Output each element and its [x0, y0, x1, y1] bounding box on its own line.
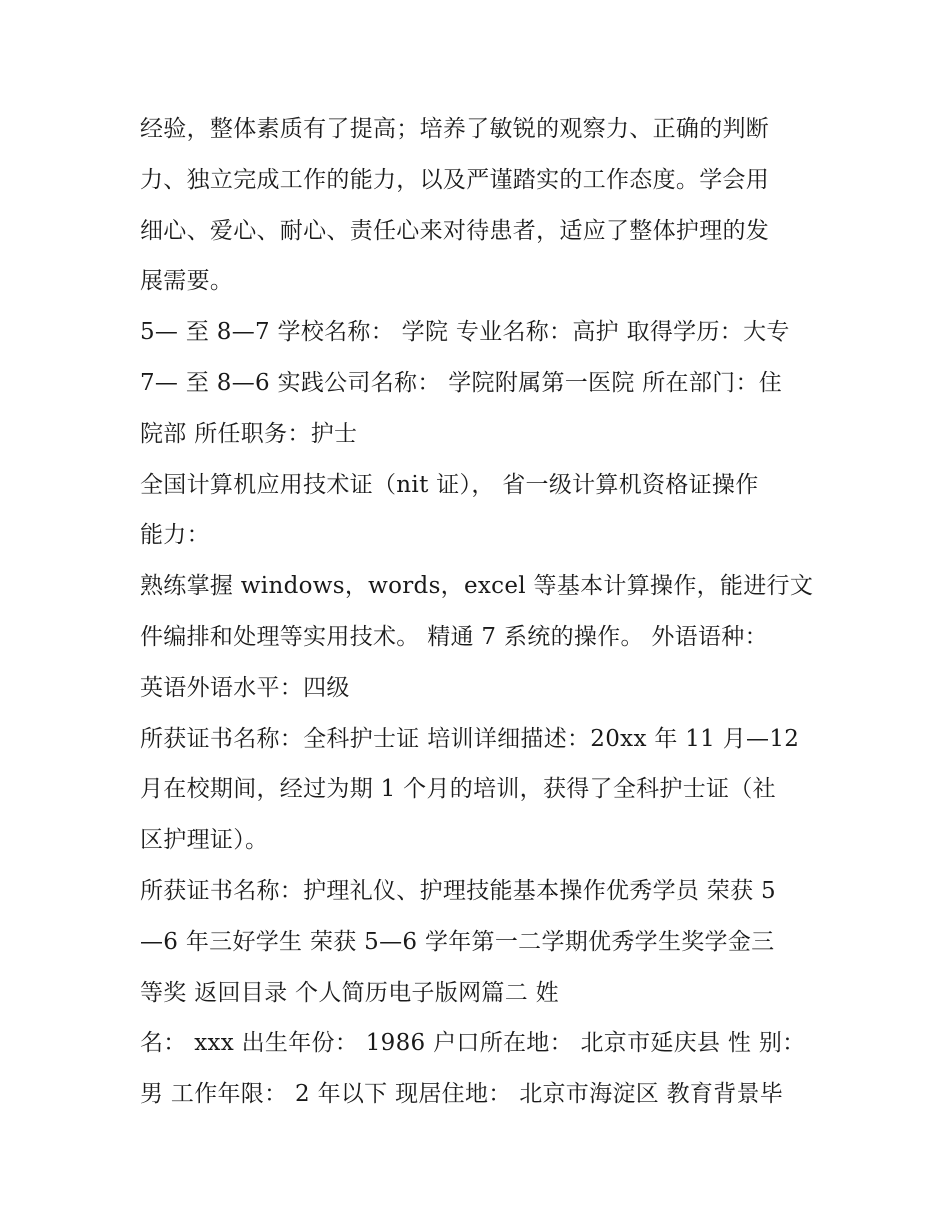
text-line: 件编排和处理等实用技术。 精通 7 系统的操作。 外语语种： — [140, 623, 768, 650]
text-line: 熟练掌握 windows，words，excel 等基本计算操作，能进行文 — [140, 573, 814, 600]
text-line: 月在校期间，经过为期 1 个月的培训，获得了全科护士证（社 — [140, 776, 776, 803]
text-line: 区护理证）。 — [140, 827, 269, 854]
document-body — [140, 104, 820, 1120]
text-line: 展需要。 — [140, 268, 234, 295]
text-line: 力、独立完成工作的能力，以及严谨踏实的工作态度。学会用 — [140, 166, 770, 193]
text-line: 经验，整体素质有了提高；培养了敏锐的观察力、正确的判断 — [140, 116, 770, 142]
text-line: 院部 所任职务：护士 — [140, 420, 358, 447]
text-line: 等奖 返回目录 个人简历电子版网篇二 姓 — [140, 979, 559, 1006]
text-line: 名： xxx 出生年份： 1986 户口所在地： 北京市延庆县 性 别： — [140, 1030, 806, 1057]
text-line: —6 年三好学生 荣获 5—6 学年第一二学期优秀学生奖学金三 — [140, 928, 775, 955]
text-line: 细心、爱心、耐心、责任心来对待患者，适应了整体护理的发 — [140, 217, 770, 244]
text-line: 能力： — [140, 522, 210, 549]
text-line: 所获证书名称：护理礼仪、护理技能基本操作优秀学员 荣获 5 — [140, 877, 776, 904]
text-line: 7— 至 8—6 实践公司名称： 学院附属第一医院 所在部门：住 — [140, 369, 783, 396]
text-line: 英语外语水平：四级 — [140, 674, 350, 701]
text-line: 所获证书名称：全科护士证 培训详细描述：20xx 年 11 月—12 — [140, 725, 800, 752]
text-line: 男 工作年限： 2 年以下 现居住地： 北京市海淀区 教育背景毕 — [140, 1081, 784, 1108]
text-line: 全国计算机应用技术证（nit 证）， 省一级计算机资格证操作 — [140, 471, 759, 498]
text-line: 5— 至 8—7 学校名称： 学院 专业名称：高护 取得学历：大专 — [140, 319, 790, 346]
